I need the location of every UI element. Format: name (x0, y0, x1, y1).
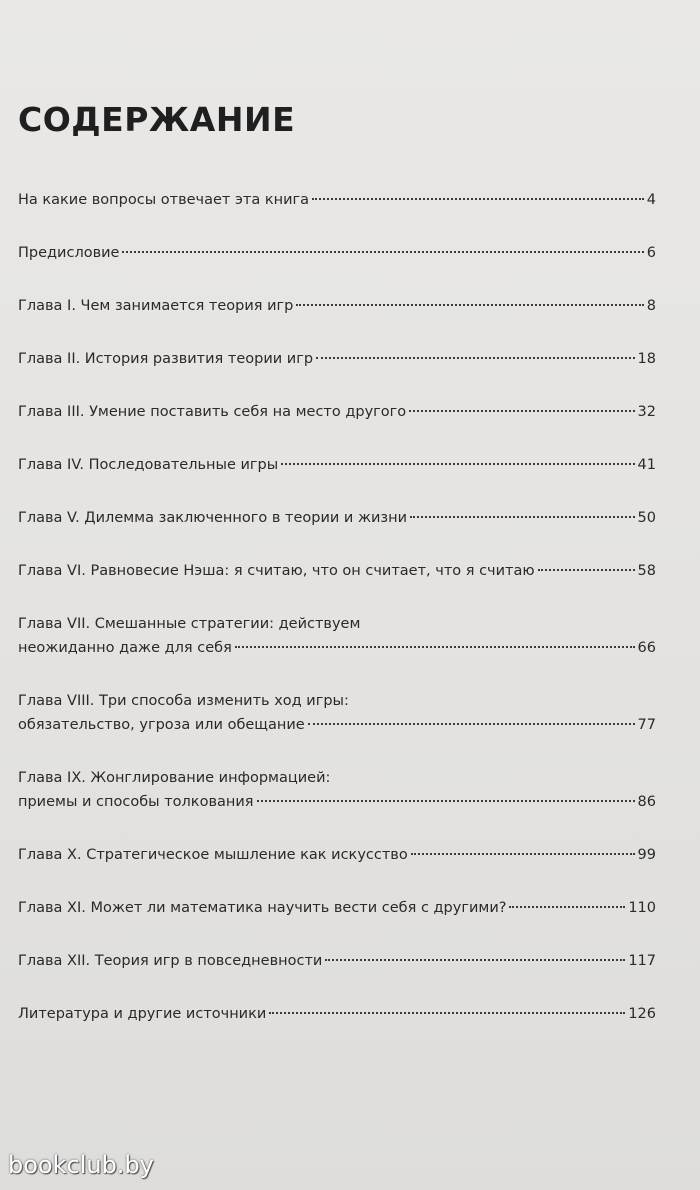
toc-entry (18, 949, 656, 973)
toc-entry (18, 400, 656, 424)
dot-leader (316, 357, 635, 359)
dot-leader (235, 646, 635, 648)
toc-entry (18, 766, 656, 814)
dot-leader (122, 251, 643, 253)
toc-page-number: 86 (637, 794, 656, 810)
toc-page-number: 117 (628, 953, 656, 969)
toc-page-number: 58 (637, 563, 656, 579)
toc-page-number: 110 (628, 900, 656, 916)
toc-entry-title: Глава XI. Может ли математика научить вести себя с другими? (18, 900, 507, 916)
toc-page-number: 41 (637, 457, 656, 473)
site-watermark: bookclub.by (8, 1151, 154, 1179)
toc-entry (18, 506, 656, 530)
toc-page-number: 99 (637, 847, 656, 863)
toc-entry (18, 1002, 656, 1026)
toc-entry-title: Глава II. История развития теории игр (18, 351, 314, 367)
toc-entry-title: неожиданно даже для себя (18, 640, 232, 656)
dot-leader (325, 959, 625, 961)
toc-entry-title: приемы и способы толкования (18, 794, 254, 810)
toc-entry (18, 241, 656, 265)
table-of-contents (18, 188, 656, 1055)
dot-leader (296, 304, 643, 306)
toc-entry (18, 559, 656, 583)
dot-leader (269, 1012, 625, 1014)
toc-entry-title: Литература и другие источники (18, 1006, 267, 1022)
toc-entry-first-line: Глава VIII. Три способа изменить ход игры: (18, 693, 349, 709)
toc-entry-title: Глава IV. Последовательные игры (18, 457, 279, 473)
toc-entry-title: Глава XII. Теория игр в повседневности (18, 953, 323, 969)
toc-entry (18, 689, 656, 737)
dot-leader (538, 569, 635, 571)
toc-page-number: 8 (646, 298, 656, 314)
toc-entry (18, 347, 656, 371)
toc-page-number: 18 (637, 351, 656, 367)
page-title: СОДЕРЖАНИЕ (18, 100, 296, 139)
toc-page-number: 77 (637, 717, 656, 733)
toc-entry (18, 294, 656, 318)
toc-page-number: 66 (637, 640, 656, 656)
toc-entry-title: Глава X. Стратегическое мышление как искусство (18, 847, 408, 863)
toc-entry-title: Глава V. Дилемма заключенного в теории и жизни (18, 510, 408, 526)
toc-page-number: 32 (637, 404, 656, 420)
toc-entry (18, 612, 656, 660)
dot-leader (257, 800, 635, 802)
dot-leader (281, 463, 634, 465)
dot-leader (409, 410, 634, 412)
toc-entry (18, 896, 656, 920)
toc-entry (18, 453, 656, 477)
toc-entry-title: Глава III. Умение поставить себя на место другого (18, 404, 407, 420)
dot-leader (410, 516, 634, 518)
toc-entry-first-line: Глава VII. Смешанные стратегии: действуем (18, 616, 361, 632)
dot-leader (308, 723, 635, 725)
toc-page-number: 6 (646, 245, 656, 261)
toc-page-number: 126 (628, 1006, 656, 1022)
toc-page-number: 4 (646, 192, 656, 208)
toc-entry-title: На какие вопросы отвечает эта книга (18, 192, 310, 208)
toc-entry (18, 843, 656, 867)
dot-leader (312, 198, 644, 200)
toc-entry-title: Глава I. Чем занимается теория игр (18, 298, 294, 314)
toc-entry-title: обязательство, угроза или обещание (18, 717, 305, 733)
dot-leader (509, 906, 625, 908)
toc-page-number: 50 (637, 510, 656, 526)
toc-entry-title: Предисловие (18, 245, 120, 261)
dot-leader (411, 853, 635, 855)
toc-entry (18, 188, 656, 212)
toc-entry-first-line: Глава IX. Жонглирование информацией: (18, 770, 331, 786)
toc-entry-title: Глава VI. Равновесие Нэша: я считаю, что он считает, что я считаю (18, 563, 535, 579)
